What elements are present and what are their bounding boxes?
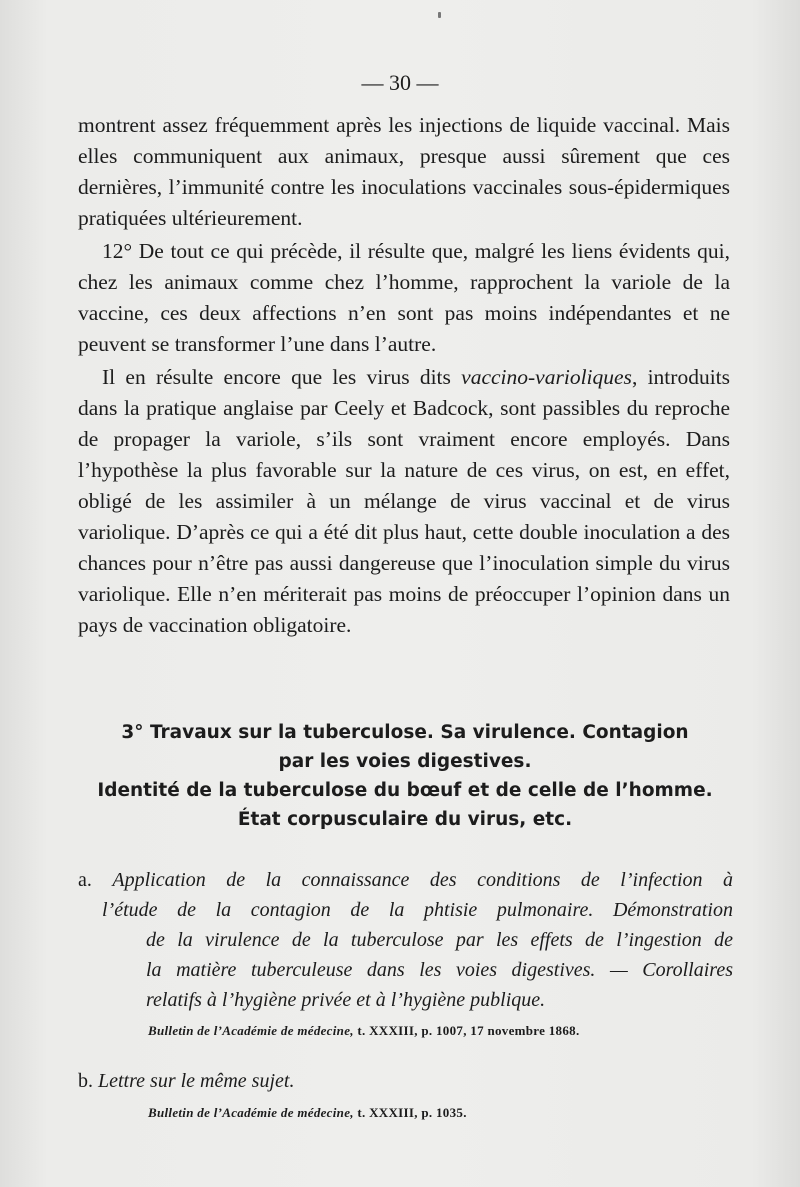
- section-heading-line: Identité de la tuberculose du bœuf et de celle de l’homme.: [97, 780, 713, 801]
- entry-line: [78, 865, 733, 895]
- entry-title-line: la matière tuberculeuse dans les voies digestives. — Corollaires: [146, 959, 733, 981]
- paragraph-continuation: montrent assez fréquemment après les injections de liquide vaccinal. Mais elles communiquent aux animaux, presque aussi sûrement que ces dernières, l’immunité contre les inoculations vaccinales sous-épidermiques pratiquées ultérieurement.: [78, 113, 730, 230]
- section-heading-line: État corpusculaire du virus, etc.: [237, 809, 573, 830]
- entry-letter: a.: [78, 869, 92, 891]
- body-text: [78, 110, 730, 641]
- ink-speck: [438, 12, 441, 18]
- reference-journal: Bulletin de l’Académie de médecine,: [148, 1105, 354, 1120]
- entry-title-line: relatifs à l’hygiène privée et à l’hygiène publique.: [146, 989, 546, 1011]
- reference-journal: Bulletin de l’Académie de médecine,: [148, 1023, 354, 1038]
- paragraph-text-after: , introduits dans la pratique anglaise par Ceely et Badcock, sont passibles du reproche de propager la variole, s’ils sont vraiment encore employés. Dans l’hypothèse la plus favorable sur la nature de ces virus, on est, en effet, obligé de les assimiler à un mélange de virus vaccinal et de virus variolique. D’après ce qui a été dit plus haut, cette double inoculation a des chances pour n’être pas aussi dangereuse que l’inoculation simple du virus variolique. Elle n’en mériterait pas moins de préoccuper l’opinion dans un pays de vaccination obligatoire.: [78, 365, 731, 637]
- bibliography-entry-a: [78, 865, 733, 1015]
- entry-a-reference: [148, 1023, 580, 1039]
- entry-b-reference: [148, 1105, 467, 1121]
- section-heading: [60, 718, 750, 834]
- reference-details: t. XXXIII, p. 1007, 17 novembre 1868.: [357, 1023, 580, 1038]
- paragraph-italic-term: vaccino-varioliques: [461, 365, 632, 389]
- paragraph-conclusion-12: 12° De tout ce qui précède, il résulte que, malgré les liens évidents qui, chez les animaux comme chez l’homme, rapprochent la variole de la vaccine, ces deux affections n’en sont pas moins indépendantes et ne peuvent se transformer l’une dans l’autre.: [78, 239, 730, 356]
- entry-title-line: de la virulence de la tuberculose par les effets de l’ingestion de: [146, 929, 733, 951]
- paragraph-text-before: Il en résulte encore que les virus dits: [102, 365, 462, 389]
- entry-title: Lettre sur le même sujet.: [98, 1070, 295, 1092]
- entry-title-line: l’étude de la contagion de la phtisie pulmonaire. Démonstration: [102, 899, 733, 921]
- page-number: — 30 —: [361, 70, 439, 95]
- paragraph-vaccino-variolic: [78, 362, 730, 641]
- section-heading-line: par les voies digestives.: [278, 751, 532, 772]
- bibliography-entry-b: [78, 1066, 733, 1096]
- entry-letter: b.: [78, 1070, 93, 1092]
- reference-details: t. XXXIII, p. 1035.: [357, 1105, 467, 1120]
- entry-title-line: Application de la connaissance des conditions de l’infection à: [112, 869, 734, 891]
- section-heading-line: 3° Travaux sur la tuberculose. Sa virulence. Contagion: [121, 722, 689, 743]
